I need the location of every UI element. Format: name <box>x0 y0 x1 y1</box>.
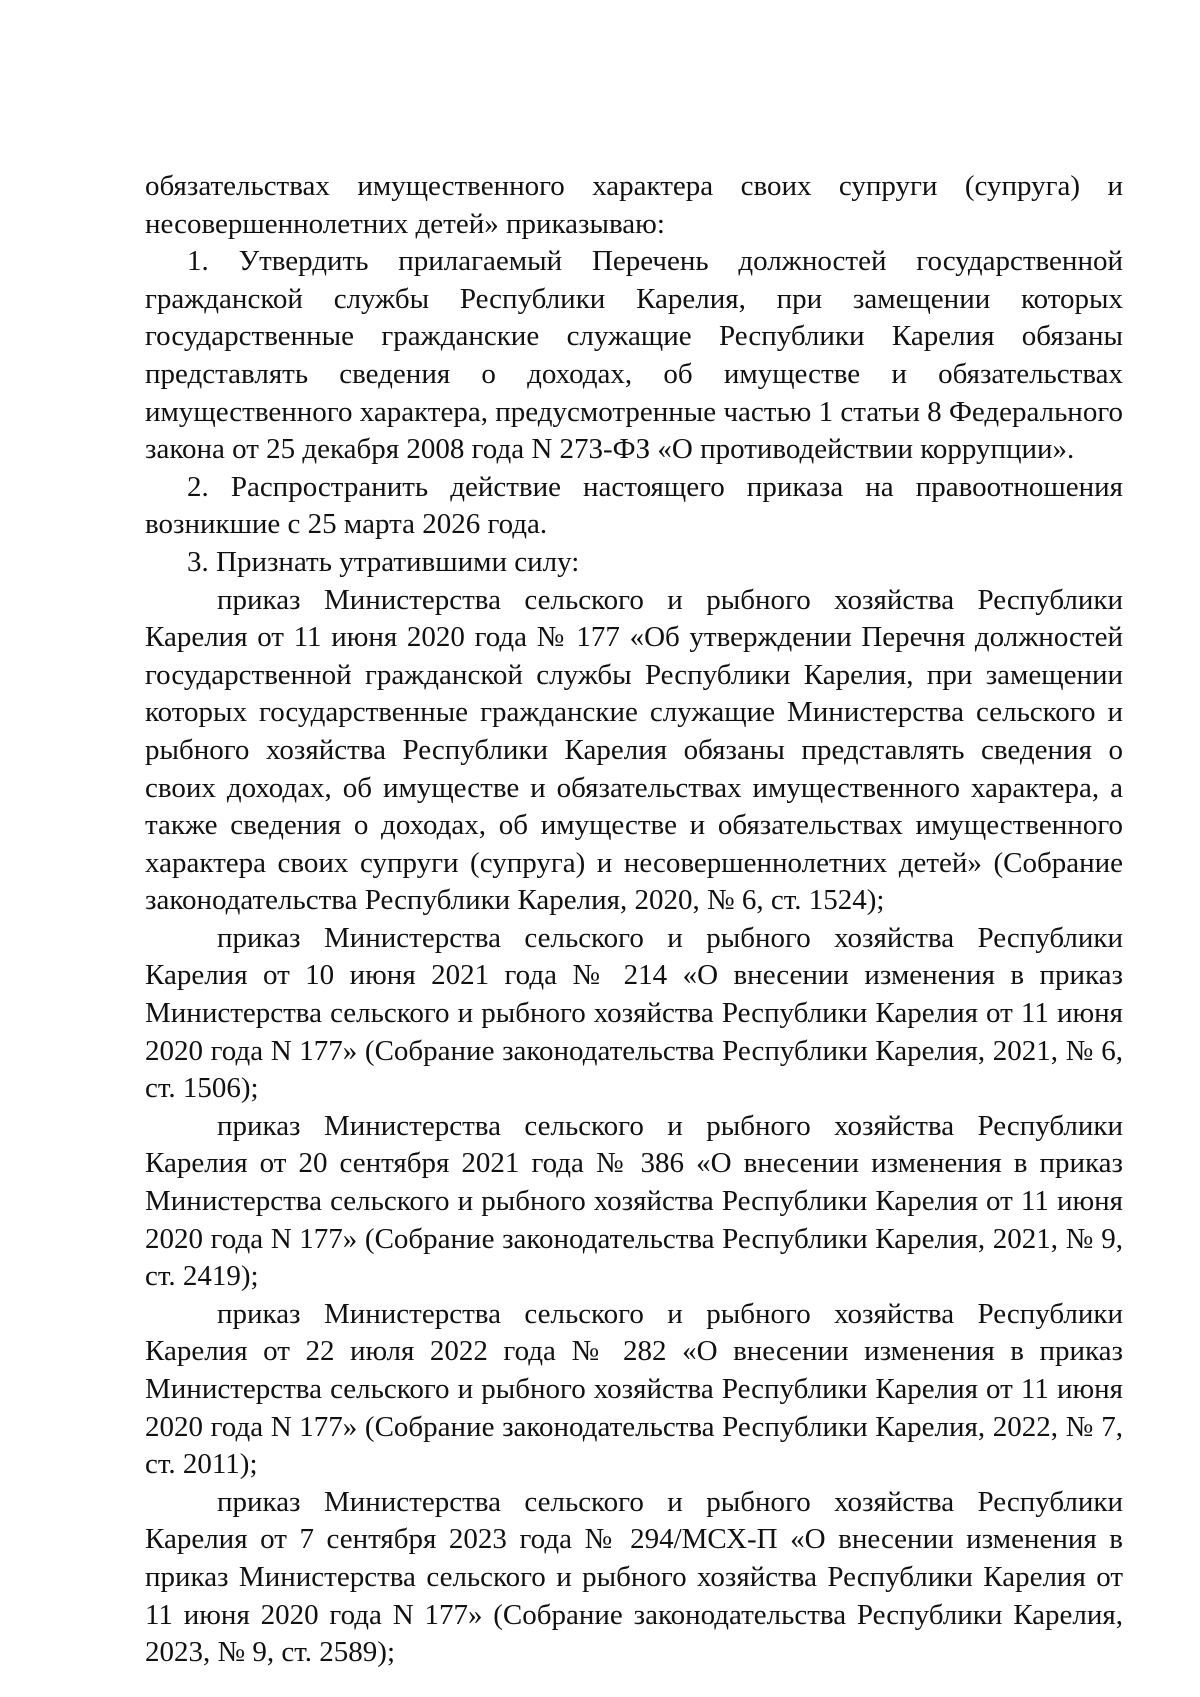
paragraph-repealed-order-5: приказ Министерства сельского и рыбного хозяйства Республики Карелия от 7 сентября 2023 года № 294/МСХ-П «О внесении изменения в приказ Министерства сельского и рыбного хозяйства Республики Карелия от 11 июня 2020 года N 177» (Собрание законодательства Республики Карелия, 2023, № 9, ст. 2589); <box>145 1485 1123 1669</box>
paragraph-repealed-order-3: приказ Министерства сельского и рыбного хозяйства Республики Карелия от 20 сентября 2021 года № 386 «О внесении изменения в приказ Министерства сельского и рыбного хозяйства Республики Карелия от 11 июня 2020 года N 177» (Собрание законодательства Республики Карелия, 2021, № 9, ст. 2419); <box>145 1109 1123 1293</box>
paragraph-repealed-order-4: приказ Министерства сельского и рыбного хозяйства Республики Карелия от 22 июля 2022 года № 282 «О внесении изменения в приказ Министерства сельского и рыбного хозяйства Республики Карелия от 11 июня 2020 года N 177» (Собрание законодательства Республики Карелия, 2022, № 7, ст. 2011); <box>145 1297 1123 1481</box>
paragraph-item-2: 2. Распространить действие настоящего приказа на правоотношения возникшие с 25 марта 2026 года. <box>145 470 1123 541</box>
paragraph-item-1: 1. Утвердить прилагаемый Перечень должностей государственной гражданской службы Республики Карелия, при замещении которых государственные гражданские служащие Республики Карелия обязаны представлять сведения о доходах, об имуществе и обязательствах имущественного характера, предусмотренные частью 1 статьи 8 Федерального закона от 25 декабря 2008 года N 273-ФЗ «О противодействии коррупции». <box>145 245 1123 466</box>
paragraph-item-3: 3. Признать утратившими силу: <box>187 545 580 578</box>
paragraph-repealed-order-1: приказ Министерства сельского и рыбного хозяйства Республики Карелия от 11 июня 2020 года № 177 «Об утверждении Перечня должностей государственной гражданской службы Республики Карелия, при замещении которых государственные гражданские служащие Министерства сельского и рыбного хозяйства Республики Карелия обязаны представлять сведения о своих доходах, об имуществе и обязательствах имущественного характера, а также сведения о доходах, об имуществе и обязательствах имущественного характера своих супруги (супруга) и несовершеннолетних детей» (Собрание законодательства Республики Карелия, 2020, № 6, ст. 1524); <box>145 583 1123 917</box>
document-page <box>145 168 1123 1672</box>
paragraph-intro-tail: обязательствах имущественного характера своих супруги (супруга) и несовершеннолетних детей» приказываю: <box>145 170 1123 240</box>
paragraph-repealed-order-2: приказ Министерства сельского и рыбного хозяйства Республики Карелия от 10 июня 2021 года № 214 «О внесении изменения в приказ Министерства сельского и рыбного хозяйства Республики Карелия от 11 июня 2020 года N 177» (Собрание законодательства Республики Карелия, 2021, № 6, ст. 1506); <box>145 921 1123 1105</box>
